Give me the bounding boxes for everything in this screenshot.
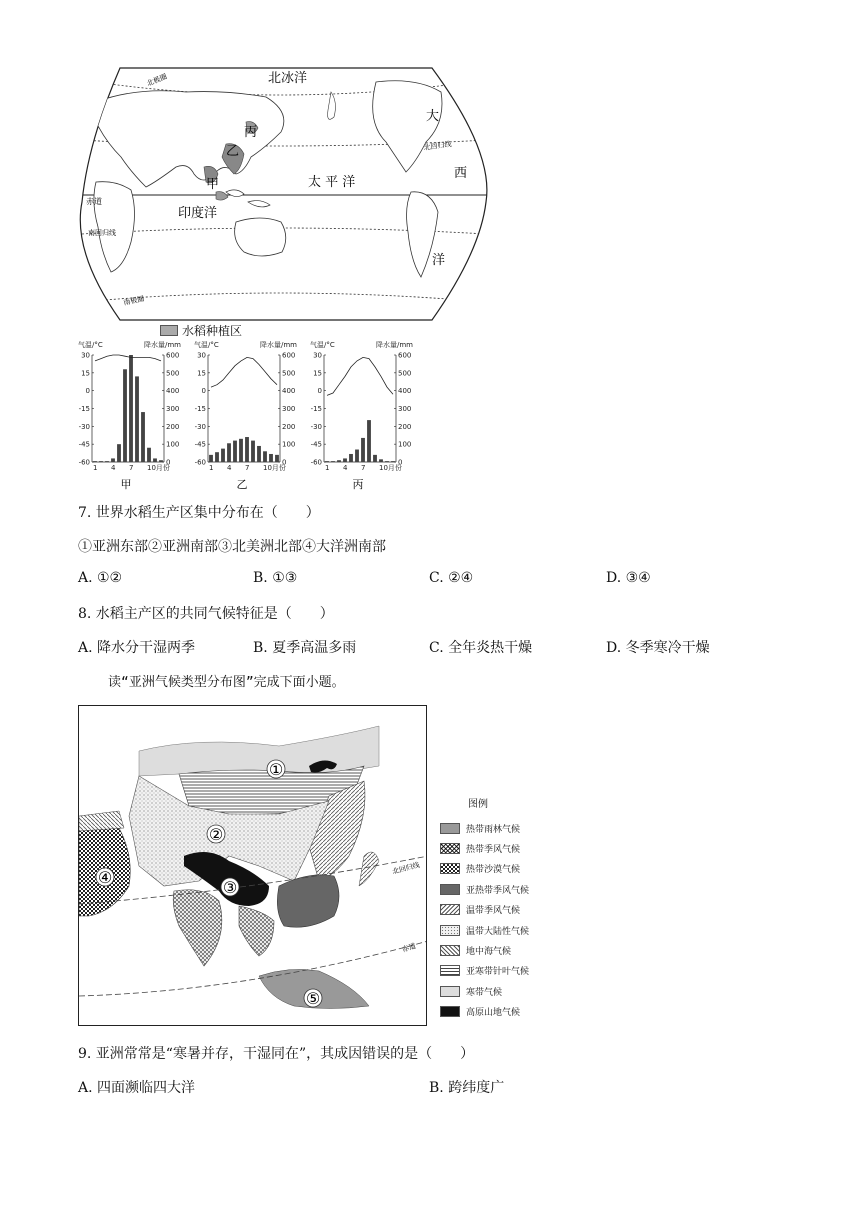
temp-tick-label: -45 [194,440,206,449]
temp-tick-label: 0 [201,387,206,396]
legend-item-subarctic [440,961,580,981]
q8-option-d[interactable]: D. 冬季寒冷干燥 [606,640,710,656]
month-tick-label: 7 [361,464,366,472]
q9-option-a[interactable]: A. 四面濒临四大洋 [78,1080,196,1096]
region-1-label: ① [268,760,284,779]
chart-precip-label: 降水量/mm [144,341,181,349]
q9-stem: 9. 亚洲常常是“寒暑并存，干湿同在”，其成因错误的是（ ） [78,1046,475,1062]
legend-swatch-subarctic [440,965,460,976]
precip-bar [117,444,121,462]
precip-bar [373,455,377,462]
atlantic-label-3: 洋 [432,253,446,268]
precip-bar [159,460,163,462]
precip-bar [129,355,133,462]
asia-equator-label: 赤道 [401,941,417,954]
asia-tropic-label: 北回归线 [391,860,421,876]
precip-bar [385,461,389,462]
region-2-label: ② [208,825,224,844]
temp-tick-label: -15 [78,405,90,413]
temp-tick-label: -60 [194,458,206,467]
precip-bar [147,448,151,462]
indian-ocean-label: 印度洋 [178,206,218,221]
legend-item-mediterranean [440,940,580,960]
month-tick-label: 1 [209,464,214,472]
legend-label: 温带大陆性气候 [466,926,530,937]
chart-temp-label: 气温/°C [78,341,103,349]
legend-swatch-temperate-monsoon [440,904,460,915]
precip-bar [99,461,103,462]
chart-name-label: 丙 [352,478,364,491]
precip-tick-label: 100 [398,440,412,449]
precip-bar [111,458,115,462]
atlantic-label-1: 大 [426,109,440,124]
temp-tick-label: 0 [85,387,90,396]
temp-tick-label: -45 [310,440,322,449]
precip-bar [93,461,97,462]
temp-tick-label: -15 [194,405,206,413]
tropic-capricorn-label: 南回归线 [88,229,116,237]
precip-bar [337,460,341,462]
legend-swatch-rainforest [440,823,460,834]
precip-tick-label: 300 [166,405,180,413]
legend-title: 图例 [468,799,488,810]
precip-bar [105,461,109,462]
legend-swatch-desert [440,863,460,874]
temp-tick-label: -60 [78,458,90,467]
legend-label: 温带季风气候 [466,906,521,917]
temp-tick-label: -30 [194,422,206,431]
month-tick-label: 7 [245,464,250,472]
world-rice-map [76,62,496,326]
legend-list [440,818,580,1022]
precip-bar [227,443,231,462]
precip-tick-label: 300 [398,405,412,413]
precip-bar [251,441,255,462]
precip-tick-label: 400 [398,387,412,396]
legend-label: 亚寒带针叶气候 [466,967,530,978]
month-tick-label: 1 [325,464,330,472]
legend-swatch-monsoon [440,843,460,854]
precip-tick-label: 300 [282,405,296,413]
precip-bar [233,441,237,462]
rice-legend-label: 水稻种植区 [182,324,243,338]
region-4-label: ④ [97,868,113,887]
precip-bar [209,455,213,462]
precip-tick-label: 400 [166,387,180,396]
precip-bar [361,438,365,462]
legend-swatch-mediterranean [440,945,460,956]
temp-tick-label: 30 [197,351,206,360]
rice-legend [160,322,242,339]
legend-item-subtropical [440,879,580,899]
q8-stem: 8. 水稻主产区的共同气候特征是（ ） [78,606,334,622]
q9-option-b[interactable]: B. 跨纬度广 [429,1080,505,1096]
month-tick-label: 4 [343,464,348,472]
precip-bar [367,420,371,462]
precip-bar [343,458,347,462]
precip-tick-label: 500 [398,369,412,378]
legend-swatch-continental [440,925,460,936]
precip-tick-label: 400 [282,387,296,396]
precip-bar [331,461,335,462]
legend-label: 热带沙漠气候 [466,865,521,876]
month-tick-label: 1 [93,464,98,472]
precip-tick-label: 0 [282,458,287,467]
legend-label: 亚热带季风气候 [466,885,530,896]
temp-tick-label: -30 [310,422,322,431]
legend-swatch-subtropical [440,884,460,895]
precip-bar [153,458,157,462]
chart-precip-label: 降水量/mm [260,341,297,349]
tropic-cancer-label: 北回归线 [423,140,453,152]
precip-bar [379,459,383,462]
equator-label: 赤道 [86,197,102,206]
month-tick-label: 10月份 [263,464,286,472]
legend-swatch-highland [440,1006,460,1017]
legend-label: 热带季风气候 [466,845,521,856]
month-tick-label: 4 [227,464,232,472]
precip-tick-label: 0 [166,458,171,467]
chart-temp-label: 气温/°C [310,341,335,349]
precip-bar [123,369,127,462]
temp-tick-label: -60 [310,458,322,467]
precip-tick-label: 200 [166,422,180,431]
atlantic-label-2: 西 [454,166,468,181]
asia-climate-map [78,705,427,1026]
legend-item-continental [440,920,580,940]
q7-option-d[interactable]: D. ③④ [606,570,651,586]
legend-item-polar [440,981,580,1001]
temp-tick-label: -30 [78,422,90,431]
q7-option-c[interactable]: C. ②④ [429,570,474,586]
climate-charts [74,338,414,493]
rice-legend-swatch [160,325,178,336]
legend-item-temperate-monsoon [440,900,580,920]
precip-tick-label: 100 [282,440,296,449]
precip-bar [263,451,267,462]
precip-tick-label: 500 [282,369,296,378]
intro-text: 读“亚洲气候类型分布图”完成下面小题。 [108,675,345,690]
q7-items: ①亚洲东部②亚洲南部③北美洲北部④大洋洲南部 [78,539,386,555]
temp-tick-label: 0 [317,387,322,396]
temperature-line [327,357,393,395]
precip-bar [269,454,273,462]
precip-bar [135,376,139,462]
legend-label: 地中海气候 [466,947,512,958]
precip-bar [275,455,279,462]
precip-bar [391,461,395,462]
temp-tick-label: -15 [310,405,322,413]
precip-bar [257,446,261,462]
antarctic-circle-label: 南极圈 [122,294,145,307]
asia-legend [440,795,580,1022]
q8-option-c[interactable]: C. 全年炎热干燥 [429,640,533,656]
month-tick-label: 4 [111,464,116,472]
precip-bar [355,450,359,462]
legend-swatch-polar [440,986,460,997]
precip-bar [221,449,225,462]
temperature-line [211,357,277,387]
precip-bar [349,454,353,462]
arctic-ocean-label: 北冰洋 [268,71,308,86]
q7-option-b[interactable]: B. ①③ [253,570,298,586]
site-bing-label: 丙 [244,125,258,140]
temp-tick-label: -45 [78,440,90,449]
temp-tick-label: 15 [197,369,206,378]
month-tick-label: 10月份 [379,464,402,472]
region-5-label: ⑤ [305,989,321,1008]
q8-option-a[interactable]: A. 降水分干湿两季 [78,640,196,656]
site-jia-label: 甲 [206,177,220,192]
q8-option-b[interactable]: B. 夏季高温多雨 [253,640,357,656]
legend-item-rainforest [440,818,580,838]
legend-label: 热带雨林气候 [466,824,521,835]
temperature-line [95,355,161,361]
precip-tick-label: 600 [166,351,180,360]
chart-name-label: 甲 [120,478,132,491]
precip-bar [141,412,145,462]
chart-name-label: 乙 [236,478,248,491]
precip-tick-label: 600 [282,351,296,360]
month-tick-label: 10月份 [147,464,170,472]
precip-bar [215,452,219,462]
precip-tick-label: 500 [166,369,180,378]
precip-bar [325,461,329,462]
precip-tick-label: 100 [166,440,180,449]
precip-tick-label: 600 [398,351,412,360]
temp-tick-label: 30 [313,351,322,360]
arctic-circle-label: 北极圈 [145,72,169,88]
legend-label: 寒带气候 [466,987,503,998]
q7-stem: 7. 世界水稻生产区集中分布在（ ） [78,505,320,521]
chart-temp-label: 气温/°C [194,341,219,349]
legend-item-highland [440,1002,580,1022]
temp-tick-label: 15 [313,369,322,378]
pacific-ocean-label: 太 平 洋 [308,175,356,190]
site-yi-label: 乙 [226,144,240,159]
legend-item-desert [440,859,580,879]
region-3-label: ③ [222,878,238,897]
legend-label: 高原山地气候 [466,1008,521,1019]
chart-precip-label: 降水量/mm [376,341,413,349]
month-tick-label: 7 [129,464,134,472]
temp-tick-label: 30 [81,351,90,360]
asia-map-svg [79,706,427,1026]
legend-item-monsoon [440,838,580,858]
temp-tick-label: 15 [81,369,90,378]
precip-tick-label: 0 [398,458,403,467]
precip-bar [245,437,249,462]
precip-tick-label: 200 [282,422,296,431]
q7-option-a[interactable]: A. ①② [78,570,123,586]
precip-bar [239,439,243,462]
precip-tick-label: 200 [398,422,412,431]
